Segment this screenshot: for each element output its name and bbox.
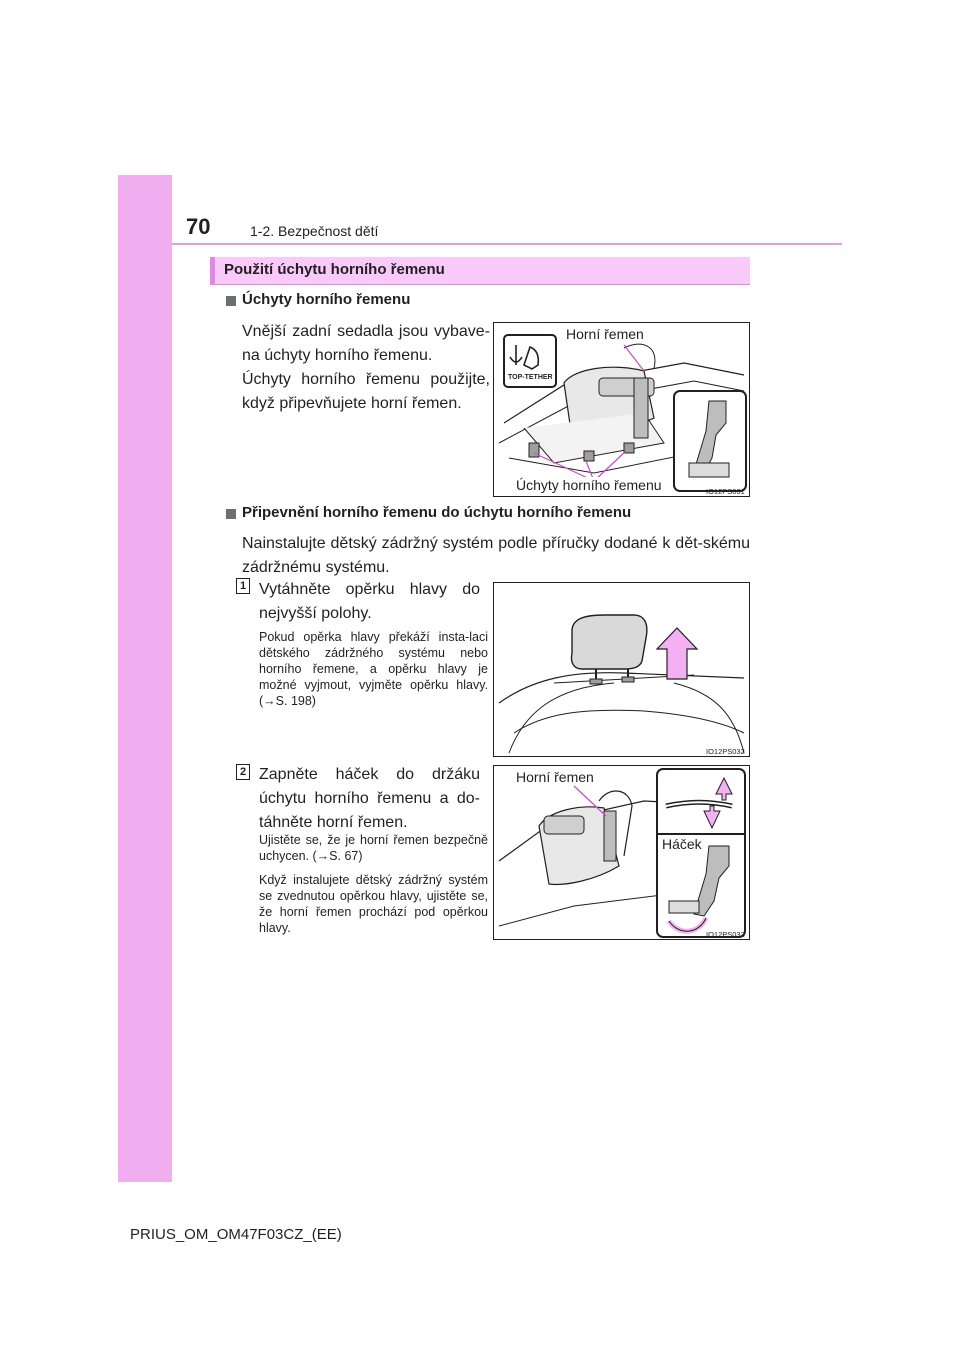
- step-2-note-secure: Ujistěte se, že je horní řemen bezpečně uchycen. (→S. 67): [259, 833, 488, 863]
- section-heading-box: [210, 257, 750, 284]
- section-title: Použití úchytu horního řemenu: [224, 261, 445, 278]
- bullet-square: [226, 296, 236, 306]
- step-1-text: Vytáhněte opěrku hlavy do nejvyšší polohy.: [259, 581, 480, 622]
- paragraph-anchors-use: Úchyty horního řemenu použijte, když připevňujete horní řemen.: [242, 371, 490, 412]
- paragraph-anchors-equipped: Vnější zadní sedadla jsou vybave-na úchyty horního řemenu.: [242, 323, 490, 364]
- header-rule: [172, 243, 842, 245]
- footer-doc-id: PRIUS_OM_OM47F03CZ_(EE): [130, 1226, 342, 1243]
- headrest-illustration: [494, 583, 750, 757]
- step-2-text: Zapněte háček do držáku úchytu horního řemenu a do-táhněte horní řemen.: [259, 766, 480, 831]
- subheading-tether-anchors: Úchyty horního řemenu: [242, 291, 411, 308]
- subheading-attach-tether: Připevnění horního řemenu do úchytu horního řemenu: [242, 504, 632, 521]
- bullet-square: [226, 509, 236, 519]
- side-tab: [118, 175, 172, 1182]
- seat-back-illustration: [494, 323, 750, 497]
- hook-illustration: [494, 766, 750, 940]
- label-top-tether: Horní řemen: [516, 769, 594, 785]
- figure-raise-headrest: [493, 582, 750, 757]
- chapter-title: 1-2. Bezpečnost dětí: [250, 223, 379, 239]
- figure-tether-anchors: [493, 322, 750, 497]
- figure-attach-hook: [493, 765, 750, 940]
- section-heading-bar: [210, 257, 215, 284]
- section-rule: [210, 284, 750, 285]
- label-top-tether: Horní řemen: [566, 326, 644, 342]
- svg-text:TOP-TETHER: TOP-TETHER: [508, 374, 553, 381]
- figure-code: IO12PS031: [706, 487, 745, 496]
- page-number: 70: [186, 214, 211, 239]
- step-1-note: Pokud opěrka hlavy překáží insta-laci dětského zádržného systému nebo horního řemene, a opěrku hlavy je možné vyjmout, vyjměte opěrku hlavy. (→S. 198): [259, 630, 488, 708]
- figure-code: IO12PS033: [706, 930, 745, 939]
- step-number: 2: [236, 764, 250, 780]
- paragraph-install-instructions: Nainstalujte dětský zádržný systém podle příručky dodané k dět-skému zádržnému systému.: [242, 535, 750, 576]
- figure-code: IO12PS032: [706, 747, 745, 756]
- label-tether-anchors: Úchyty horního řemenu: [516, 477, 662, 493]
- step-number: 1: [236, 578, 250, 594]
- label-hook: Háček: [662, 836, 702, 852]
- step-2-note-headrest: Když instalujete dětský zádržný systém se zvednutou opěrkou hlavy, ujistěte se, že horní řemen prochází pod opěrkou hlavy.: [259, 873, 488, 935]
